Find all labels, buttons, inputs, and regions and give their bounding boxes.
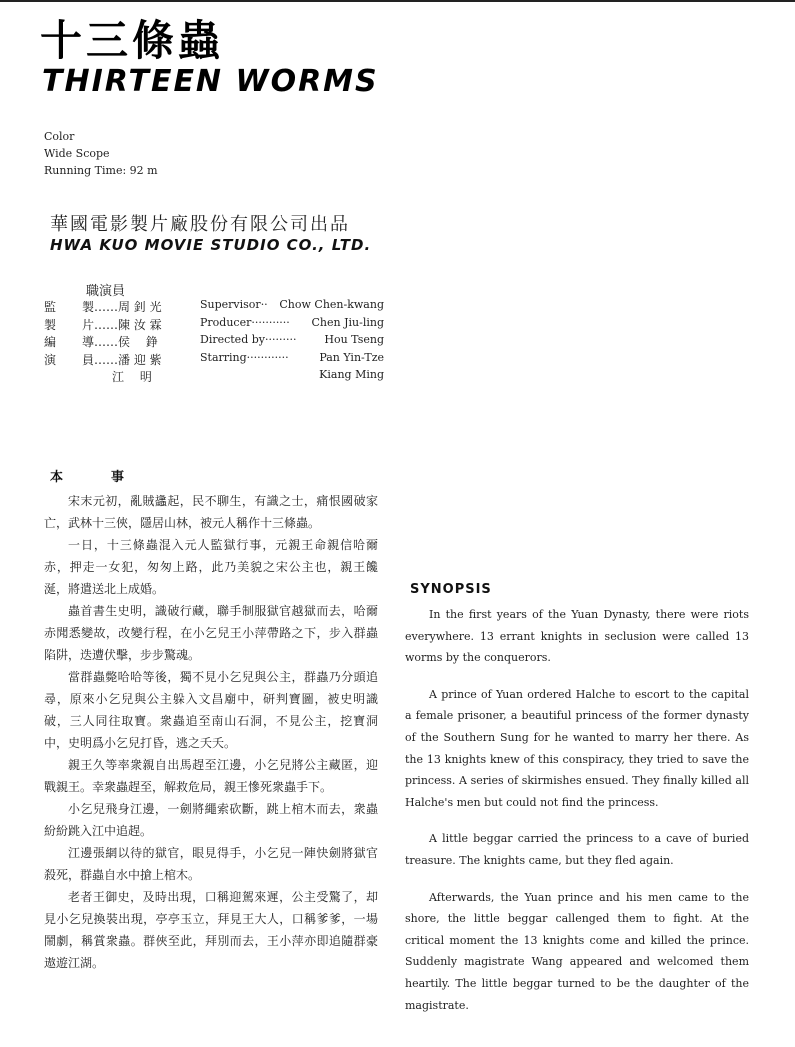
crew-entry-zh: 導……侯 錚	[82, 335, 158, 349]
crew-role-zh: 監	[44, 300, 57, 314]
crew-entry-zh: 員……潘 迎 紫	[82, 352, 162, 367]
crew-entry-zh: 製……周 釗 光	[82, 300, 162, 314]
synopsis-paragraph: In the first years of the Yuan Dynasty, there were riots everywhere. 13 errant knights in seclusion were called 13 worms by the conquerors.	[405, 608, 749, 665]
spec-format: Wide Scope	[44, 147, 110, 160]
spec-color: Color	[44, 130, 75, 143]
story-paragraph: 親王久等率衆親自出馬趕至江邊，小乞兒將公主藏匿，迎戰親王。幸衆蟲趕至，解救危局，親王慘死衆蟲手下。	[44, 758, 378, 794]
story-paragraph: 老者王御史，及時出現，口稱迎駕來遲，公主受驚了，却見小乞兒換裝出現，亭亭玉立，拜見王大人，口稱爹爹，一場鬧劇，稱賞衆蟲。群俠至此，拜別而去，王小萍亦即追隨群豪遨遊江湖。	[44, 890, 378, 970]
film-specs	[44, 128, 158, 179]
crew-name-en: Chen Jiu-ling	[311, 315, 384, 329]
crew-row-starring	[44, 351, 384, 369]
crew-row-starring-2	[44, 368, 384, 386]
crew-role-en: Producer···········	[200, 315, 290, 329]
studio-name-chinese: 華國電影製片廠股份有限公司出品	[50, 214, 350, 235]
studio-name-english: HWA KUO MOVIE STUDIO CO., LTD.	[50, 236, 372, 254]
synopsis-english-text	[405, 604, 749, 1031]
top-rule	[0, 0, 795, 2]
crew-role-zh: 製	[44, 317, 57, 332]
crew-row-producer	[44, 316, 384, 334]
title-english: THIRTEEN WORMS	[42, 64, 379, 99]
crew-role-zh: 編	[44, 335, 57, 349]
crew-name-en: Kiang Ming	[319, 368, 384, 381]
synopsis-paragraph: Afterwards, the Yuan prince and his men came to the shore, the little beggar callenged them to fight. At the critical moment the 13 knights come and killed the prince. Suddenly magistrate Wang appeared and welcomed them heartily. The little beggar turned to be the daughter of the magistrate.	[405, 890, 749, 1012]
crew-name-en: Hou Tseng	[324, 333, 384, 346]
story-paragraph: 當群蟲斃哈哈等後，獨不見小乞兒與公主，群蟲乃分頭追尋，原來小乞兒與公主躲入文昌廟中，研判寶圖，被史明識破，三人同往取寶。衆蟲追至南山石洞，不見公主，挖寶洞中，史明爲小乞兒打昏，逃之夭夭。	[44, 670, 378, 750]
story-heading-chinese	[50, 466, 124, 485]
crew-name-en: Chow Chen-kwang	[279, 298, 384, 311]
story-paragraph: 江邊張網以待的獄官，眼見得手，小乞兒一陣快劍將獄官殺死，群蟲自水中搶上棺木。	[44, 846, 378, 882]
title-chinese: 十三條蟲	[40, 16, 225, 65]
story-paragraph: 小乞兒飛身江邊，一劍將繩索砍斷，跳上棺木而去，衆蟲紛紛跳入江中追趕。	[44, 802, 378, 838]
crew-role-en: Starring············	[200, 350, 289, 364]
crew-row-supervisor	[44, 298, 384, 316]
story-heading-char-1: 本	[50, 470, 64, 485]
story-chinese-text	[44, 490, 378, 974]
story-paragraph: 蟲首書生史明，識破行藏，聯手制服獄官越獄而去，哈爾赤聞悉變故，改變行程，在小乞兒王小萍帶路之下，步入群蟲陷阱，迭遭伏擊，步步驚魂。	[44, 604, 378, 662]
crew-entry-zh: 片……陳 汝 霖	[82, 317, 162, 332]
crew-entry-zh: 江 明	[112, 370, 152, 384]
crew-role-zh: 演	[44, 352, 57, 367]
synopsis-paragraph: A prince of Yuan ordered Halche to escort to the capital a female prisoner, a beautiful princess of the former dynasty of the Southern Sung for he wanted to marry her there. As the 13 knights knew of this conspiracy, they tried to save the princess. A series of skirmishes ensued. They finally killed all Halche's men but could not find the princess.	[405, 687, 749, 809]
story-paragraph: 宋末元初，亂賊蠭起，民不聊生，有識之士，痛恨國破家亡，武林十三俠，隱居山林，被元人稱作十三條蟲。	[44, 494, 378, 530]
crew-list	[44, 298, 384, 386]
story-paragraph: 一日，十三條蟲混入元人監獄行事，元親王命親信哈爾赤，押走一女犯，匆匆上路，此乃美貌之宋公主也，親王饞涎，將遣送北上成婚。	[44, 538, 378, 596]
synopsis-paragraph: A little beggar carried the princess to a cave of buried treasure. The knights came, but they fled again.	[405, 832, 749, 867]
crew-role-en: Directed by·········	[200, 333, 297, 346]
crew-name-en: Pan Yin-Tze	[319, 350, 384, 364]
synopsis-title: SYNOPSIS	[410, 582, 492, 597]
crew-row-director	[44, 333, 384, 351]
crew-heading: 職演員	[86, 284, 126, 299]
story-heading-char-2: 事	[111, 470, 125, 485]
spec-running-time: Running Time: 92 m	[44, 164, 158, 177]
crew-role-en: Supervisor··	[200, 298, 268, 311]
